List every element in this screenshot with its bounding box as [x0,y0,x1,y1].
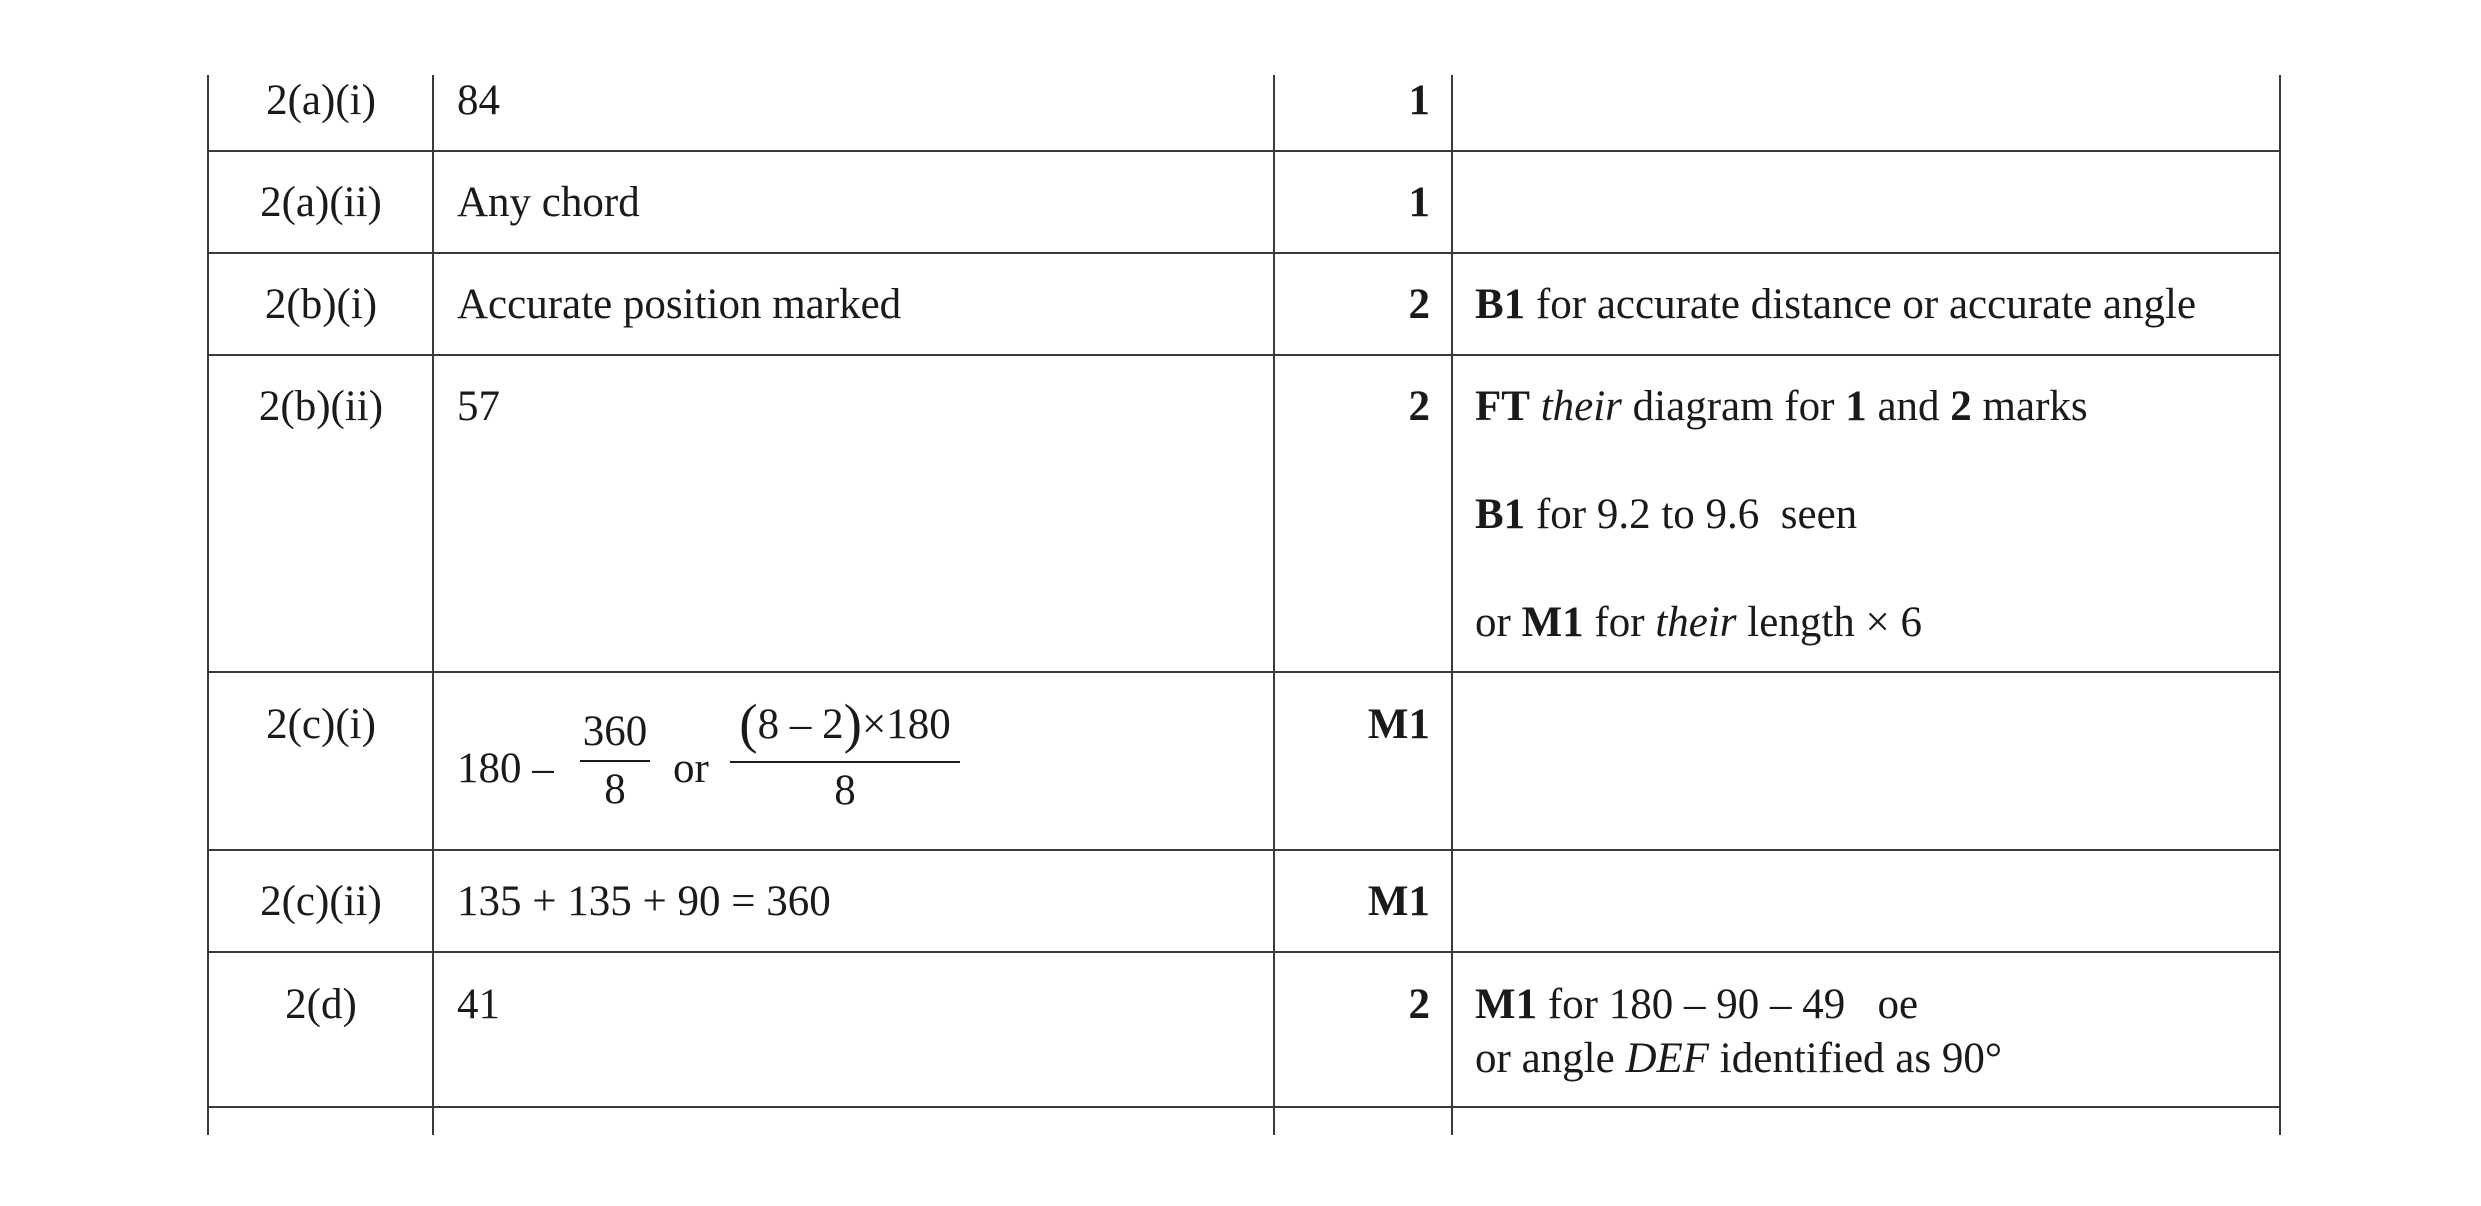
fraction-denominator: 8 [834,767,856,814]
marks: M1 [1367,878,1430,925]
answer: 57 [457,383,500,430]
question-number: 2(a)(i) [266,77,376,124]
marks: 2 [1408,981,1430,1028]
guidance-line [1475,1034,2002,1083]
guidance-line [1475,980,2002,1034]
answer: 41 [457,981,500,1028]
mark-code: FT [1475,383,1530,430]
answer: 135 + 135 + 90 = 360 [457,878,831,925]
fraction-product-over-8 [730,693,960,815]
question-number: 2(c)(ii) [260,878,382,925]
mark-code: M1 [1475,981,1538,1028]
connector-text: or [673,745,709,792]
guidance-line [1475,490,2088,598]
row-divider [207,1106,2281,1108]
mark-value: 2 [1950,383,1972,430]
guidance [1475,382,2088,647]
row-divider [207,951,2281,953]
paren-content: 8 – 2 [757,701,844,748]
guidance-text: or [1475,599,1522,646]
fraction-numerator: 360 [582,708,648,755]
mark-value: 1 [1845,383,1867,430]
expression-or [673,744,709,793]
table-divider-answer [1273,75,1275,1135]
answer: Accurate position marked [457,281,902,328]
paren-open: ( [739,693,758,754]
question-number: 2(b)(ii) [258,383,384,430]
guidance-text: and [1866,383,1951,430]
question-number: 2(d) [285,981,357,1028]
expression-lead: 180 – [457,745,554,792]
guidance-text: identified as 90° [1709,1035,2003,1082]
mark-code: M1 [1521,599,1584,646]
guidance-text: for [1583,599,1656,646]
mark-code: B1 [1475,491,1526,538]
answer-expression [457,744,554,793]
row-divider [207,252,2281,254]
guidance-text: for 180 – 90 – 49 oe [1537,981,1919,1028]
guidance [1475,980,2002,1083]
answer: Any chord [457,179,640,226]
guidance-text: marks [1971,383,2088,430]
guidance-line [1475,382,2088,490]
fraction-numerator [730,693,960,754]
fraction-bar [580,760,650,762]
fraction-360-over-8 [580,708,650,814]
guidance-text: or angle [1475,1035,1626,1082]
table-border-left [207,75,209,1135]
guidance-text: for accurate distance or accurate angle [1525,281,2197,328]
table-border-right [2279,75,2281,1135]
guidance-line [1475,598,2088,647]
row-divider [207,354,2281,356]
marks: 1 [1408,179,1430,226]
mark-code: B1 [1475,281,1526,328]
guidance-text: for 9.2 to 9.6 seen [1525,491,1858,538]
table-divider-question [432,75,434,1135]
row-divider [207,671,2281,673]
marks: 2 [1408,383,1430,430]
guidance [1475,280,2196,329]
row-divider [207,150,2281,152]
guidance-emphasis: their [1540,383,1622,430]
guidance-emphasis: their [1655,599,1737,646]
fraction-denominator: 8 [604,766,626,813]
numerator-tail: ×180 [861,701,951,748]
paren-close: ) [843,693,862,754]
table-divider-marks [1451,75,1453,1135]
fraction-bar [730,761,960,763]
angle-name: DEF [1625,1035,1710,1082]
answer: 84 [457,77,500,124]
marks: 1 [1408,77,1430,124]
question-number: 2(c)(i) [266,701,376,748]
marks: M1 [1367,701,1430,748]
question-number: 2(b)(i) [264,281,378,328]
question-number: 2(a)(ii) [260,179,382,226]
row-divider [207,849,2281,851]
marks: 2 [1408,281,1430,328]
guidance-text: diagram for [1621,383,1846,430]
guidance-text: length × 6 [1736,599,1923,646]
